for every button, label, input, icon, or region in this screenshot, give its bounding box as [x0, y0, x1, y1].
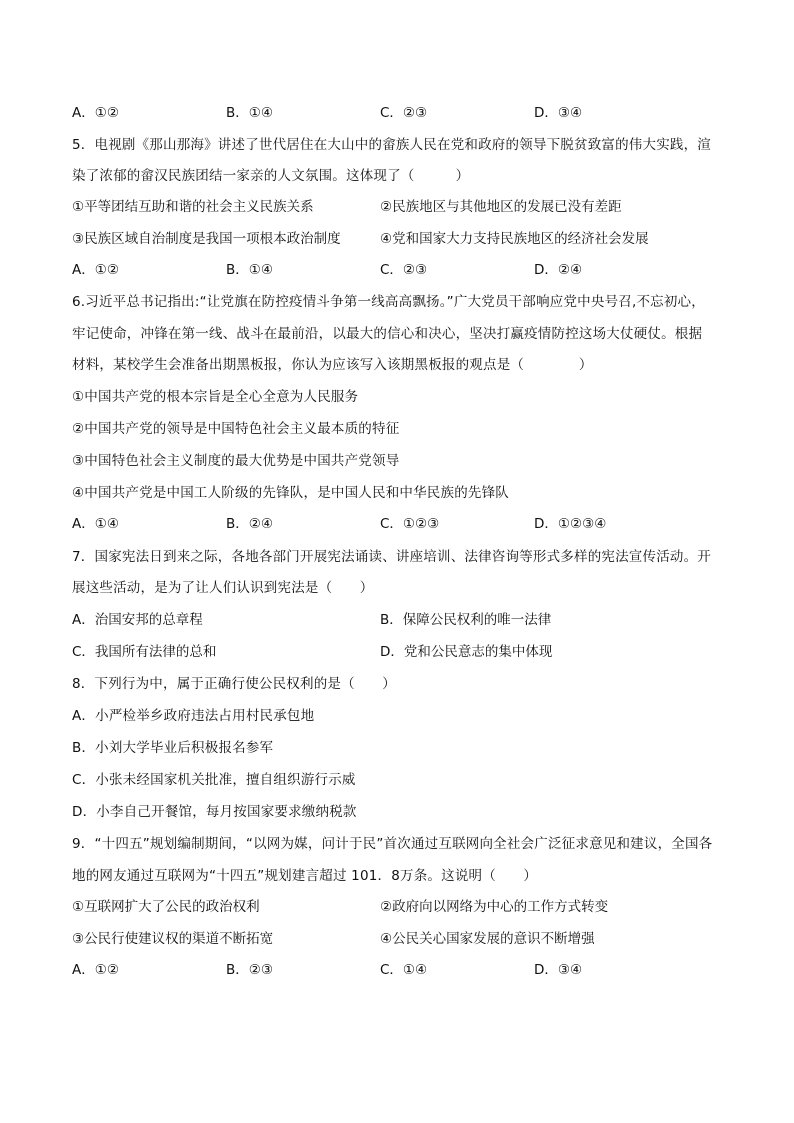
option-c: C．②③: [380, 262, 428, 278]
statement-4: ④公民关心国家发展的意识不断增强: [380, 931, 595, 947]
option-d: D．③④: [534, 962, 583, 978]
option-d: D．党和公民意志的集中体现: [380, 644, 553, 660]
option-a: A．①②: [72, 105, 119, 121]
statement-3: ③民族区域自治制度是我国一项根本政治制度: [72, 231, 341, 247]
question-stem: 8．下列行为中，属于正确行使公民权利的是（ ）: [72, 676, 396, 692]
statement-4: ④中国共产党是中国工人阶级的先锋队，是中国人民和中华民族的先锋队: [72, 485, 510, 501]
option-c: C．①②③: [380, 516, 440, 532]
statement-3: ③公民行使建议权的渠道不断拓宽: [72, 931, 274, 947]
option-b: B．②③: [226, 962, 273, 978]
question-stem: 7．国家宪法日到来之际，各地各部门开展宪法诵读、讲座培训、法律咨询等形式多样的宪法宣传活动。开: [72, 549, 711, 565]
option-b: B．保障公民权利的唯一法律: [380, 612, 552, 628]
option-a: A．①②: [72, 962, 119, 978]
option-d: D．小李自己开餐馆，每月按国家要求缴纳税款: [72, 804, 357, 820]
option-a: A．①②: [72, 262, 119, 278]
statement-3: ③中国特色社会主义制度的最大优势是中国共产党领导: [72, 453, 400, 469]
question-stem: 5．电视剧《那山那海》讲述了世代居住在大山中的畲族人民在党和政府的领导下脱贫致富的伟大实践，渲: [72, 137, 711, 153]
option-d: D．③④: [534, 105, 583, 121]
question-stem: 展这些活动，是为了让人们认识到宪法是（ ）: [72, 580, 374, 596]
question-stem: 9．“十四五”规划编制期间，“以网为媒，问计于民”首次通过互联网向全社会广泛征求意见和建议，全国各: [72, 836, 713, 852]
option-b: B．②④: [226, 516, 273, 532]
question-stem: 染了浓郁的畲汉民族团结一家亲的人文氛围。这体现了（ ）: [72, 168, 470, 184]
statement-1: ①中国共产党的根本宗旨是全心全意为人民服务: [72, 389, 359, 405]
question-stem: 地的网友通过互联网为“十四五”规划建言超过 101．8万条。这说明（ ）: [72, 868, 538, 884]
question-stem: 材料，某校学生会准备出期黑板报，你认为应该写入该期黑板报的观点是（ ）: [72, 357, 593, 373]
option-a: A．小严检举乡政府违法占用村民承包地: [72, 708, 315, 724]
statement-2: ②民族地区与其他地区的发展已没有差距: [380, 199, 622, 215]
option-c: C．我国所有法律的总和: [72, 644, 217, 660]
option-b: B．①④: [226, 262, 273, 278]
option-b: B．①④: [226, 105, 273, 121]
option-d: D．②④: [534, 262, 583, 278]
statement-2: ②政府向以网络为中心的工作方式转变: [380, 899, 609, 915]
option-a: A．治国安邦的总章程: [72, 612, 203, 628]
statement-1: ①互联网扩大了公民的政治权利: [72, 899, 260, 915]
question-stem: 牢记使命，冲锋在第一线、战斗在最前沿，以最大的信心和决心，坚决打赢疫情防控这场大仗硬仗。根据: [72, 326, 703, 342]
option-d: D．①②③④: [534, 516, 607, 532]
statement-1: ①平等团结互助和谐的社会主义民族关系: [72, 199, 314, 215]
statement-2: ②中国共产党的领导是中国特色社会主义最本质的特征: [72, 421, 400, 437]
option-c: C．②③: [380, 105, 428, 121]
option-c: C．小张未经国家机关批准，擅自组织游行示威: [72, 772, 356, 788]
statement-4: ④党和国家大力支持民族地区的经济社会发展: [380, 231, 649, 247]
option-a: A．①④: [72, 516, 119, 532]
option-b: B．小刘大学毕业后积极报名参军: [72, 740, 274, 756]
question-stem: 6.习近平总书记指出:“让党旗在防控疫情斗争第一线高高飘扬。”广大党员干部响应党中央号召,不忘初心，: [72, 294, 705, 310]
option-c: C．①④: [380, 962, 428, 978]
